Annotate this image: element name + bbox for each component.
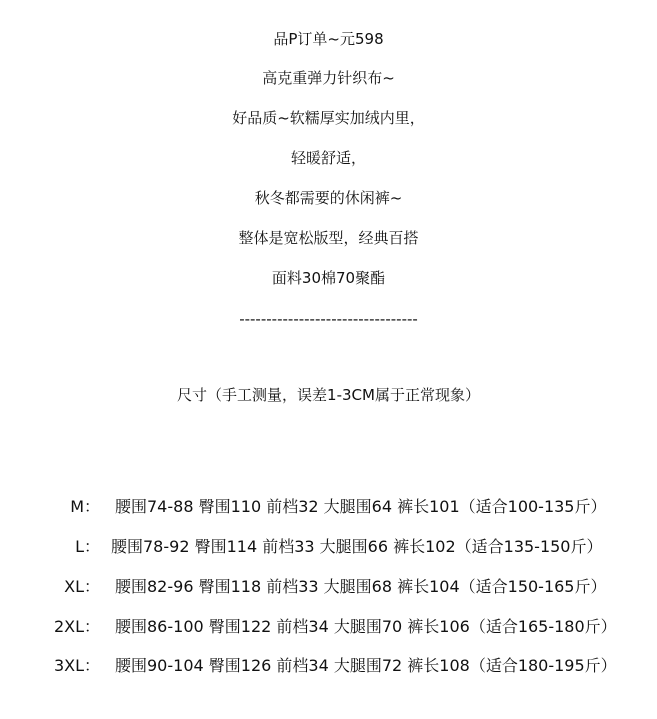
description-line-material: 面料30棉70聚酯 (271, 269, 386, 287)
size-spec: 腰围74-88 臀围110 前档32 大腿围64 裤长101（适合100-135斤） (115, 497, 607, 516)
description-line-comfort: 轻暖舒适， (290, 149, 366, 167)
size-spec: 腰围86-100 臀围122 前档34 大腿围70 裤长106（适合165-180斤） (115, 617, 617, 636)
size-label: M： (70, 497, 100, 516)
size-label: 3XL： (53, 656, 100, 675)
description-line-season: 秋冬都需要的休闲裤~ (254, 189, 403, 207)
size-spec: 腰围82-96 臀围118 前档33 大腿围68 裤长104（适合150-165斤） (115, 577, 607, 596)
divider-line: --------------------------------- (239, 310, 418, 328)
description-line-quality: 好品质~软糯厚实加绒内里， (232, 109, 425, 127)
description-line-order: 品P订单~元598 (273, 30, 384, 48)
size-spec: 腰围78-92 臀围114 前档33 大腿围66 裤长102（适合135-150斤） (111, 537, 603, 556)
size-note: 尺寸（手工测量，误差1-3CM属于正常现象） (177, 386, 480, 404)
description-line-fabric-weight: 高克重弹力针织布~ (262, 69, 395, 87)
size-label: L： (75, 537, 100, 556)
size-label: XL： (64, 577, 100, 596)
size-spec: 腰围90-104 臀围126 前档34 大腿围72 裤长108（适合180-195斤） (115, 656, 617, 675)
size-label: 2XL： (53, 617, 100, 636)
description-line-fit: 整体是宽松版型，经典百搭 (238, 229, 419, 247)
